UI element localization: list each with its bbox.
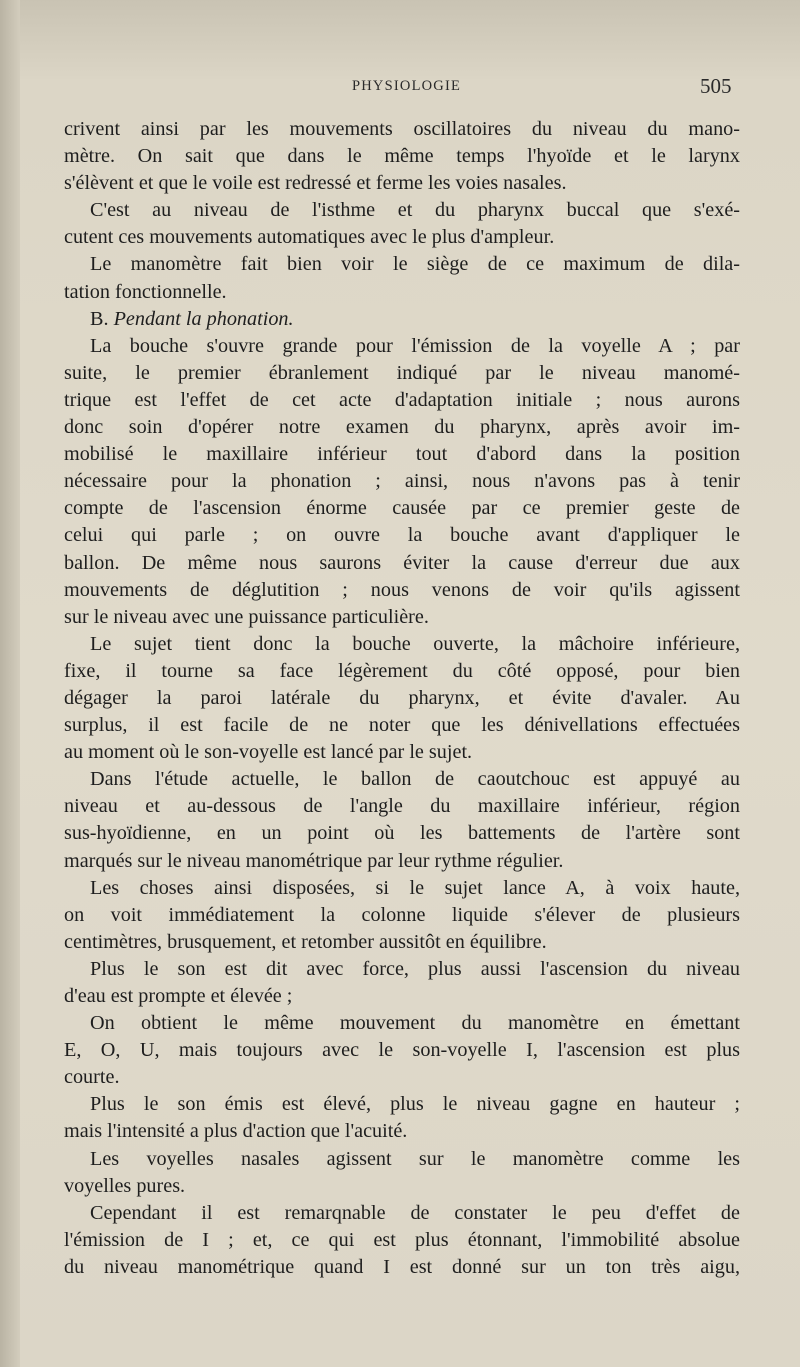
page-number: 505 [700,74,732,98]
text-line: Les voyelles nasales agissent sur le manomètre comme les [90,1147,740,1170]
text-line: Plus le son est dit avec force, plus aussi l'ascension du niveau [90,957,740,980]
text-line [64,306,740,333]
text-line: fixe, il tourne sa face légèrement du côté opposé, pour bien [64,659,740,682]
text-line: sur le niveau avec une puissance particulière. [64,605,429,628]
section-label: B. [90,307,114,330]
text-line: mouvements de déglutition ; nous venons de voir qu'ils agissent [64,578,740,601]
text-line: Le manomètre fait bien voir le siège de ce maximum de dila- [90,253,740,276]
text-line: tation fonctionnelle. [64,280,227,303]
section-heading: Pendant la phonation. [113,307,294,330]
text-line: niveau et au-dessous de l'angle du maxillaire inférieur, région [64,795,740,818]
text-line: mais l'intensité a plus d'action que l'acuité. [64,1120,408,1143]
text-line: sus-hyoïdienne, en un point où les battements de l'artère sont [64,822,740,845]
page-header [0,74,800,104]
body-text [64,116,740,1281]
text-line: marqués sur le niveau manométrique par leur rythme régulier. [64,849,564,872]
text-line: mètre. On sait que dans le même temps l'hyoïde et le larynx [64,145,740,168]
text-line: centimètres, brusquement, et retomber aussitôt en équilibre. [64,930,547,953]
text-line: La bouche s'ouvre grande pour l'émission de la voyelle A ; par [90,334,740,357]
text-line: au moment où le son-voyelle est lancé par le sujet. [64,741,473,764]
text-line: nécessaire pour la phonation ; ainsi, nous n'avons pas à tenir [64,470,740,493]
text-line: On obtient le même mouvement du manomètre en émettant [90,1012,740,1035]
text-line: compte de l'ascension énorme causée par ce premier geste de [64,497,740,520]
text-line: trique est l'effet de cet acte d'adaptation initiale ; nous aurons [64,388,740,411]
text-line: d'eau est prompte et élevée ; [64,985,293,1007]
text-line: on voit immédiatement la colonne liquide s'élever de plusieurs [64,903,740,926]
text-line: Plus le son émis est élevé, plus le niveau gagne en hauteur ; [90,1093,740,1116]
text-line: Le sujet tient donc la bouche ouverte, la mâchoire inférieure, [90,632,740,655]
text-line: voyelles pures. [64,1174,186,1197]
text-line: l'émission de I ; et, ce qui est plus étonnant, l'immobilité absolue [64,1228,740,1251]
text-line: E, O, U, mais toujours avec le son-voyelle I, l'ascension est plus [64,1039,740,1062]
text-line: courte. [64,1066,120,1089]
text-line: celui qui parle ; on ouvre la bouche avant d'appliquer le [64,524,740,547]
text-line: crivent ainsi par les mouvements oscillatoires du niveau du mano- [64,118,740,140]
text-line: C'est au niveau de l'isthme et du pharynx buccal que s'exé- [90,199,740,222]
text-line: mobilisé le maxillaire inférieur tout d'abord dans la position [64,443,740,466]
text-line: dégager la paroi latérale du pharynx, et évite d'avaler. Au [64,686,740,709]
text-line: s'élèvent et que le voile est redressé et ferme les voies nasales. [64,172,567,195]
text-line: donc soin d'opérer notre examen du pharynx, après avoir im- [64,416,740,439]
text-line: ballon. De même nous saurons éviter la cause d'erreur due aux [64,551,740,574]
text-line: cutent ces mouvements automatiques avec le plus d'ampleur. [64,226,555,249]
running-title: PHYSIOLOGIE [352,78,462,94]
text-line: Dans l'étude actuelle, le ballon de caoutchouc est appuyé au [90,768,740,791]
text-line: surplus, il est facile de ne noter que les dénivellations effectuées [64,714,740,737]
text-line: Les choses ainsi disposées, si le sujet lance A, à voix haute, [90,876,740,899]
page-gutter-shadow [0,0,20,1367]
text-line: du niveau manométrique quand I est donné sur un ton très aigu, [64,1255,740,1278]
text-line: suite, le premier ébranlement indiqué par le niveau manomé- [64,361,740,384]
text-line: Cependant il est remarqnable de constater le peu d'effet de [90,1201,740,1224]
